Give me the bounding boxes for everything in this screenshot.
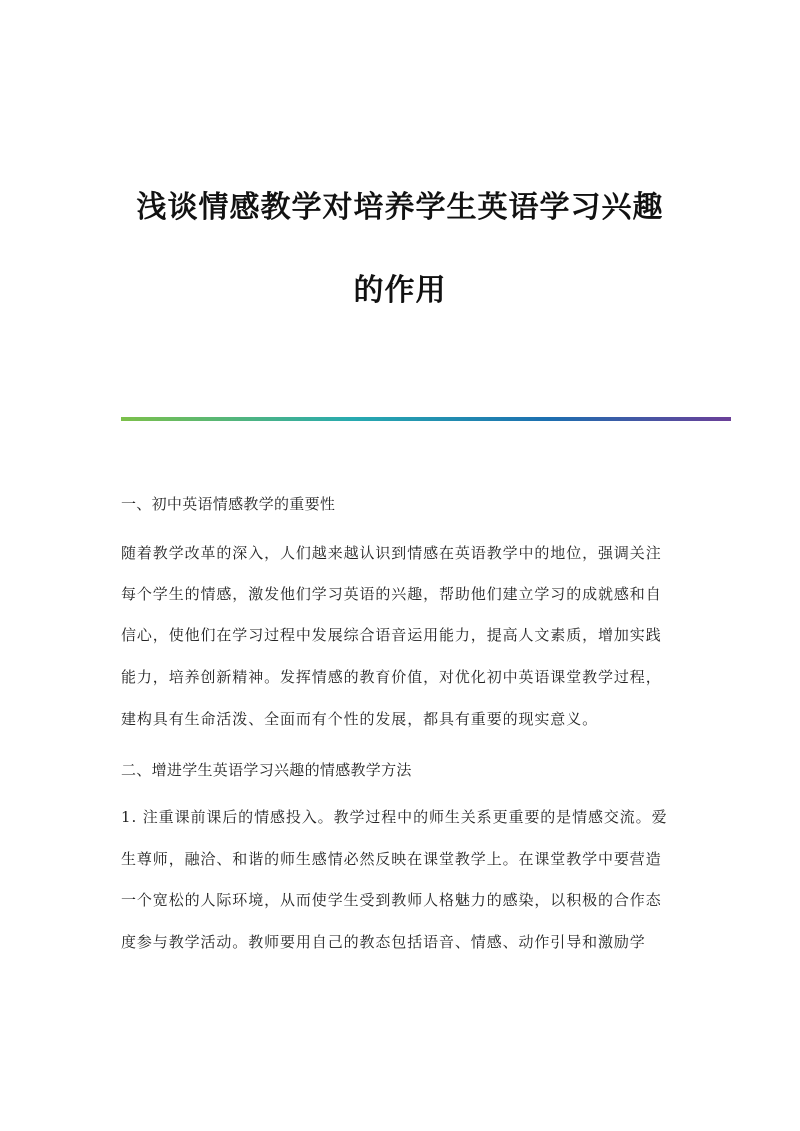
- section-1-paragraph-line: 建构具有生命活泼、全面而有个性的发展，都具有重要的现实意义。: [121, 710, 599, 728]
- section-2-paragraph-line: 1. 注重课前课后的情感投入。教学过程中的师生关系更重要的是情感交流。爱: [121, 808, 668, 826]
- section-1-paragraph-line: 每个学生的情感，激发他们学习英语的兴趣，帮助他们建立学习的成就感和自: [121, 585, 662, 603]
- section-2-heading: 二、增进学生英语学习兴趣的情感教学方法: [121, 761, 412, 779]
- section-1-heading: 一、初中英语情感教学的重要性: [121, 495, 336, 513]
- section-2-paragraph-line: 度参与教学活动。教师要用自己的教态包括语音、情感、动作引导和激励学: [121, 933, 646, 951]
- document-title-line-1: 浅谈情感教学对培养学生英语学习兴趣: [136, 190, 664, 225]
- document-title-line-2: 的作用: [353, 273, 447, 308]
- section-1-paragraph-line: 能力，培养创新精神。发挥情感的教育价值，对优化初中英语课堂教学过程，: [121, 668, 662, 686]
- section-2-paragraph-line: 生尊师，融洽、和谐的师生感情必然反映在课堂教学上。在课堂教学中要营造: [121, 850, 662, 868]
- title-divider: [121, 417, 731, 421]
- section-1-paragraph-line: 随着教学改革的深入，人们越来越认识到情感在英语教学中的地位，强调关注: [121, 544, 662, 562]
- section-1-paragraph-line: 信心，使他们在学习过程中发展综合语音运用能力，提高人文素质，增加实践: [121, 626, 662, 644]
- section-2-paragraph-line: 一个宽松的人际环境，从而使学生受到教师人格魅力的感染，以积极的合作态: [121, 891, 662, 909]
